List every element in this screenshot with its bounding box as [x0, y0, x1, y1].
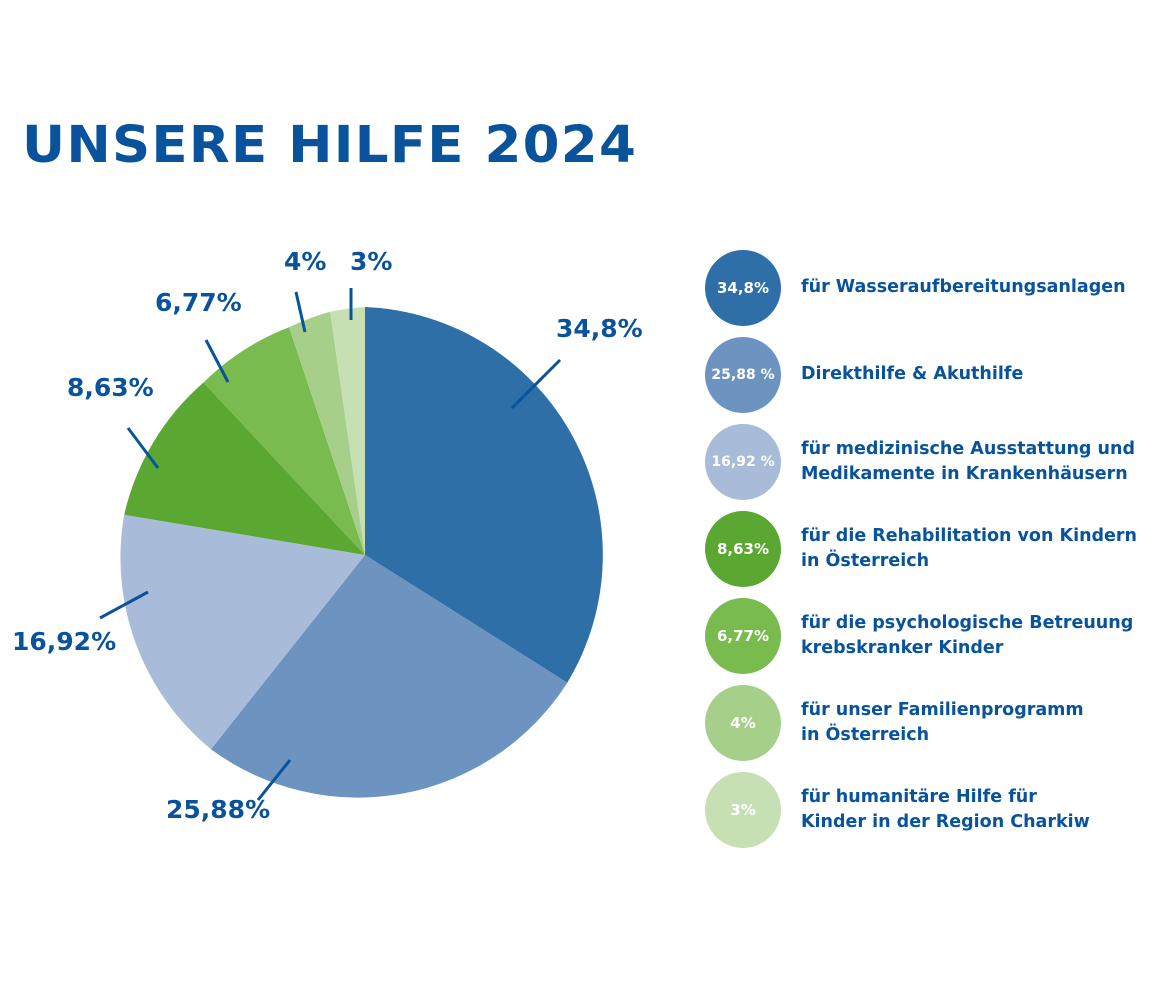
legend-label-medizinische-ausstattung — [801, 437, 1135, 488]
page-title: UNSERE HILFE 2024 — [22, 116, 638, 175]
pie-label-medizinische-ausstattung: 16,92% — [12, 627, 117, 656]
legend-bubble-wasseraufbereitung: 34,8% — [705, 250, 781, 326]
legend-label-humanitaere-hilfe — [801, 785, 1090, 836]
legend-item-wasseraufbereitung — [705, 250, 1165, 326]
legend-label-line1: für unser Familienprogramm — [801, 699, 1084, 720]
legend-label-line1: für medizinische Ausstattung und — [801, 438, 1135, 459]
legend-label-line1: Direkthilfe & Akuthilfe — [801, 364, 1024, 385]
legend-bubble-psychologische-betreuung: 6,77% — [705, 598, 781, 674]
legend-item-humanitaere-hilfe — [705, 772, 1165, 848]
legend-bubble-familienprogramm: 4% — [705, 685, 781, 761]
legend-label-line1: für die Rehabilitation von Kindern — [801, 525, 1138, 546]
legend-item-medizinische-ausstattung — [705, 424, 1165, 500]
legend-bubble-medizinische-ausstattung: 16,92 % — [705, 424, 781, 500]
legend-label-line2: Kinder in der Region Charkiw — [801, 812, 1090, 832]
pie-label-direkthilfe: 25,88% — [166, 795, 271, 824]
legend-label-direkthilfe — [801, 362, 1023, 387]
legend — [705, 250, 1165, 859]
legend-label-wasseraufbereitung — [801, 275, 1126, 300]
legend-label-rehabilitation — [801, 524, 1137, 575]
legend-bubble-rehabilitation: 8,63% — [705, 511, 781, 587]
legend-label-line1: für die psychologische Betreuung — [801, 612, 1134, 633]
legend-label-line2: krebskranker Kinder — [801, 638, 1004, 658]
pie-chart-svg — [0, 200, 700, 900]
legend-label-line2: Medikamente in Krankenhäusern — [801, 464, 1128, 484]
legend-item-direkthilfe — [705, 337, 1165, 413]
pie-label-familienprogramm: 4% — [284, 247, 327, 276]
pie-label-wasseraufbereitung: 34,8% — [556, 314, 643, 343]
legend-label-line1: für Wasseraufbereitungsanlagen — [801, 277, 1126, 298]
legend-item-psychologische-betreuung — [705, 598, 1165, 674]
legend-label-line2: in Österreich — [801, 725, 930, 745]
pie-label-humanitaere-hilfe: 3% — [350, 247, 393, 276]
pie-label-psychologische-betreuung: 6,77% — [155, 288, 242, 317]
legend-bubble-direkthilfe: 25,88 % — [705, 337, 781, 413]
legend-bubble-humanitaere-hilfe: 3% — [705, 772, 781, 848]
legend-label-psychologische-betreuung — [801, 611, 1133, 662]
pie-chart — [0, 200, 700, 900]
legend-label-line2: in Österreich — [801, 551, 930, 571]
legend-item-rehabilitation — [705, 511, 1165, 587]
legend-label-familienprogramm — [801, 698, 1084, 749]
legend-item-familienprogramm — [705, 685, 1165, 761]
pie-label-rehabilitation: 8,63% — [67, 373, 154, 402]
legend-label-line1: für humanitäre Hilfe für — [801, 786, 1037, 807]
